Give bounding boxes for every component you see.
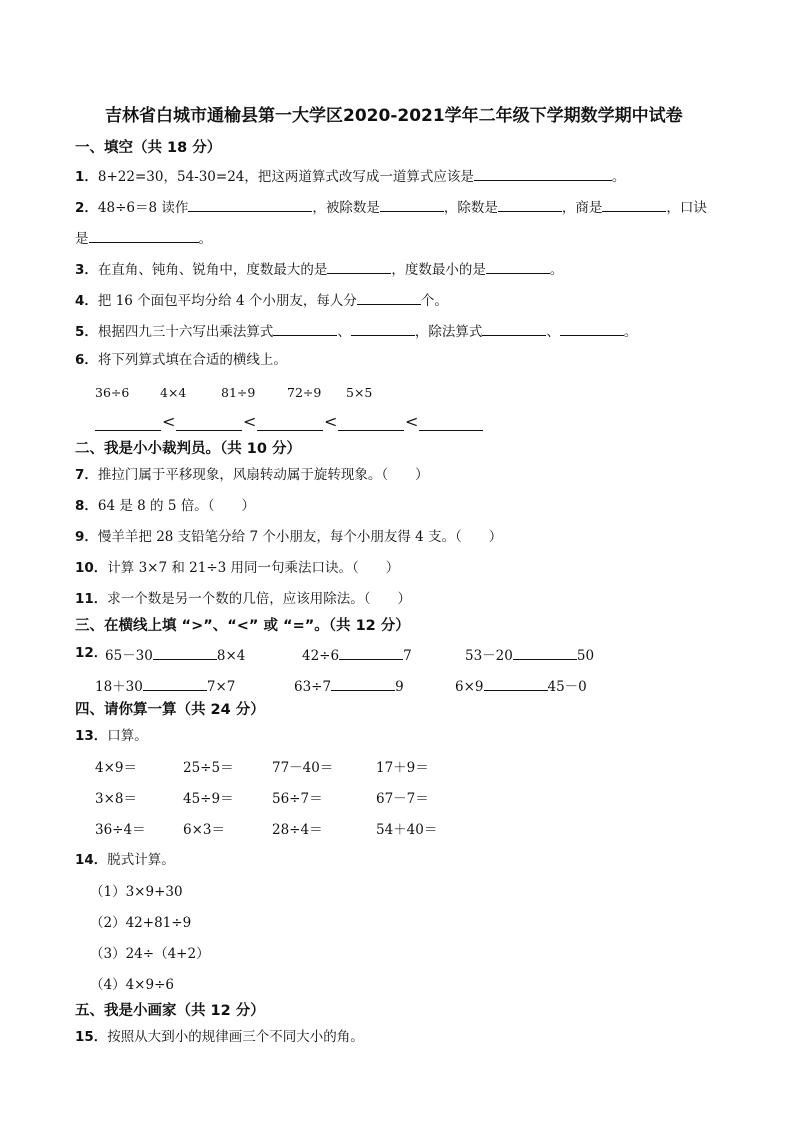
question-number: 4． — [75, 293, 98, 309]
right-expression: 9 — [395, 679, 404, 695]
left-expression: 6×9 — [455, 679, 484, 695]
compare-item — [294, 678, 404, 695]
left-expression: 65－30 — [105, 648, 153, 664]
question-number: 2． — [75, 200, 98, 216]
step-calc-item: （4）4×9÷6 — [90, 977, 174, 993]
question-number: 11． — [75, 591, 108, 607]
question-number: 13． — [75, 728, 108, 744]
compare-item — [302, 647, 412, 664]
oral-calc-item: 36÷4＝ — [95, 822, 146, 838]
answer-blank[interactable] — [89, 230, 199, 243]
answer-blank[interactable] — [143, 678, 207, 691]
page-title: 吉林省白城市通榆县第一大学区2020-2021学年二年级下学期数学期中试卷 — [105, 106, 683, 126]
question-2 — [75, 199, 707, 216]
less-than-sign: < — [324, 412, 338, 431]
answer-blank[interactable] — [153, 647, 217, 660]
question-number: 14． — [75, 852, 108, 868]
question-text: 按照从大到小的规律画三个不同大小的角。 — [107, 1029, 364, 1045]
right-expression: 7 — [403, 648, 412, 664]
question-number: 3． — [75, 262, 98, 278]
section-heading-4: 四、请你算一算（共 24 分） — [75, 702, 265, 718]
answer-blank[interactable] — [513, 647, 577, 660]
question-14 — [75, 854, 175, 868]
question-text: ，商是 — [561, 200, 603, 216]
oral-calc-item: 67－7＝ — [376, 791, 429, 807]
question-number: 1． — [75, 169, 98, 185]
expression-item: 36÷6 — [95, 385, 130, 400]
left-expression: 53－20 — [465, 648, 513, 664]
question-number: 15． — [75, 1029, 108, 1045]
right-expression: 45－0 — [547, 679, 587, 695]
question-10 — [75, 562, 399, 576]
expression-item: 72÷9 — [287, 385, 322, 400]
compare-item — [95, 678, 235, 695]
question-text: 8+22=30，54-30=24，把这两道算式改写成一道算式应该是 — [97, 169, 474, 185]
question-number: 10． — [75, 560, 108, 576]
question-6 — [75, 354, 287, 368]
answer-blank[interactable] — [419, 430, 483, 431]
answer-blank[interactable] — [486, 261, 550, 274]
step-calc-item: （2）42+81÷9 — [90, 915, 192, 931]
less-than-sign: < — [405, 412, 419, 431]
step-calc-item: （1）3×9+30 — [90, 884, 183, 900]
oral-calc-item: 56÷7＝ — [272, 791, 323, 807]
right-expression: 7×7 — [206, 679, 236, 695]
question-15 — [75, 1031, 364, 1045]
question-text: 。 — [198, 231, 212, 247]
question-text: 计算 3×7 和 21÷3 用同一句乘法口诀。（ ） — [107, 560, 400, 576]
question-number: 12． — [75, 645, 108, 661]
question-text: 。 — [623, 324, 638, 340]
question-12-number — [75, 647, 107, 661]
answer-blank[interactable] — [95, 430, 161, 431]
oral-calc-item: 77－40＝ — [272, 760, 334, 776]
question-text: 根据四九三十六写出乘法算式 — [97, 324, 274, 340]
question-text: 口算。 — [107, 728, 148, 744]
answer-blank[interactable] — [338, 430, 404, 431]
answer-blank[interactable] — [498, 199, 562, 212]
question-text: 个。 — [420, 293, 448, 309]
question-8 — [75, 500, 255, 514]
expression-item: 4×4 — [160, 385, 187, 400]
question-text: 求一个数是另一个数的几倍，应该用除法。（ ） — [107, 591, 412, 607]
right-expression: 8×4 — [216, 648, 246, 664]
question-text: 把 16 个面包平均分给 4 个小朋友，每人分 — [97, 293, 357, 309]
question-text: 是 — [75, 231, 89, 247]
oral-calc-item: 3×8＝ — [95, 791, 137, 807]
compare-item — [465, 647, 594, 664]
question-text: 慢羊羊把 28 支铅笔分给 7 个小朋友，每个小朋友得 4 支。（ ） — [97, 529, 503, 545]
answer-blank[interactable] — [482, 323, 546, 336]
question-text: 48÷6＝8 读作 — [97, 200, 189, 216]
section-heading-1: 一、填空（共 18 分） — [75, 140, 222, 156]
step-calc-item: （3）24÷（4+2） — [90, 946, 210, 962]
question-1 — [75, 168, 625, 185]
left-expression: 42÷6 — [302, 648, 340, 664]
question-text: 脱式计算。 — [107, 852, 175, 868]
question-text: ，被除数是 — [312, 200, 380, 216]
question-7 — [75, 469, 429, 483]
answer-blank[interactable] — [327, 261, 391, 274]
answer-blank[interactable] — [331, 678, 395, 691]
answer-blank[interactable] — [176, 430, 242, 431]
answer-blank[interactable] — [484, 678, 548, 691]
left-expression: 63÷7 — [294, 679, 332, 695]
answer-blank[interactable] — [357, 292, 421, 305]
answer-blank[interactable] — [602, 199, 666, 212]
question-text: 。 — [611, 169, 626, 185]
question-number: 8． — [75, 498, 98, 514]
answer-blank[interactable] — [339, 647, 403, 660]
oral-calc-item: 45÷9＝ — [183, 791, 234, 807]
oral-calc-item: 17＋9＝ — [376, 760, 429, 776]
question-text: 推拉门属于平移现象，风扇转动属于旋转现象。（ ） — [97, 467, 429, 483]
question-text: 在直角、钝角、锐角中，度数最大的是 — [97, 262, 328, 278]
answer-blank[interactable] — [380, 199, 444, 212]
less-than-sign: < — [162, 412, 176, 431]
oral-calc-item: 6×3＝ — [183, 822, 225, 838]
expression-item: 5×5 — [346, 385, 373, 400]
question-number: 9． — [75, 529, 98, 545]
question-text: ，除法算式 — [414, 324, 483, 340]
answer-blank[interactable] — [560, 323, 624, 336]
compare-item — [105, 647, 245, 664]
oral-calc-item: 54＋40＝ — [376, 822, 438, 838]
right-expression: 50 — [576, 648, 595, 664]
oral-calc-item: 28÷4＝ — [272, 822, 323, 838]
answer-blank[interactable] — [273, 323, 337, 336]
question-text: 64 是 8 的 5 倍。（ ） — [97, 498, 255, 514]
question-text: ，除数是 — [443, 200, 498, 216]
question-text: 将下列算式填在合适的横线上。 — [97, 352, 287, 368]
answer-blank[interactable] — [474, 168, 612, 181]
oral-calc-item: 25÷5＝ — [183, 760, 234, 776]
question-13 — [75, 730, 148, 744]
question-9 — [75, 531, 502, 545]
question-text: 。 — [549, 262, 564, 278]
question-4 — [75, 292, 448, 309]
section-heading-2: 二、我是小小裁判员。（共 10 分） — [75, 441, 302, 457]
compare-item — [455, 678, 587, 695]
section-heading-5: 五、我是小画家（共 12 分） — [75, 1003, 265, 1019]
answer-blank[interactable] — [188, 199, 312, 212]
question-text: 、 — [546, 324, 560, 340]
question-number: 6． — [75, 352, 98, 368]
question-11 — [75, 593, 411, 607]
oral-calc-item: 4×9＝ — [95, 760, 137, 776]
question-3 — [75, 261, 563, 278]
question-number: 7． — [75, 467, 98, 483]
question-5 — [75, 323, 637, 340]
section-heading-3: 三、在横线上填 “>”、“<” 或 “=”。（共 12 分） — [75, 618, 410, 634]
question-number: 5． — [75, 324, 98, 340]
question-2-continued — [75, 230, 212, 247]
expression-item: 81÷9 — [221, 385, 256, 400]
less-than-sign: < — [243, 412, 257, 431]
left-expression: 18＋30 — [95, 679, 143, 695]
answer-blank[interactable] — [351, 323, 415, 336]
question-text: ，度数最小的是 — [391, 262, 486, 278]
question-text: 、 — [337, 324, 351, 340]
question-text: ，口诀 — [666, 200, 707, 216]
answer-blank[interactable] — [257, 430, 323, 431]
